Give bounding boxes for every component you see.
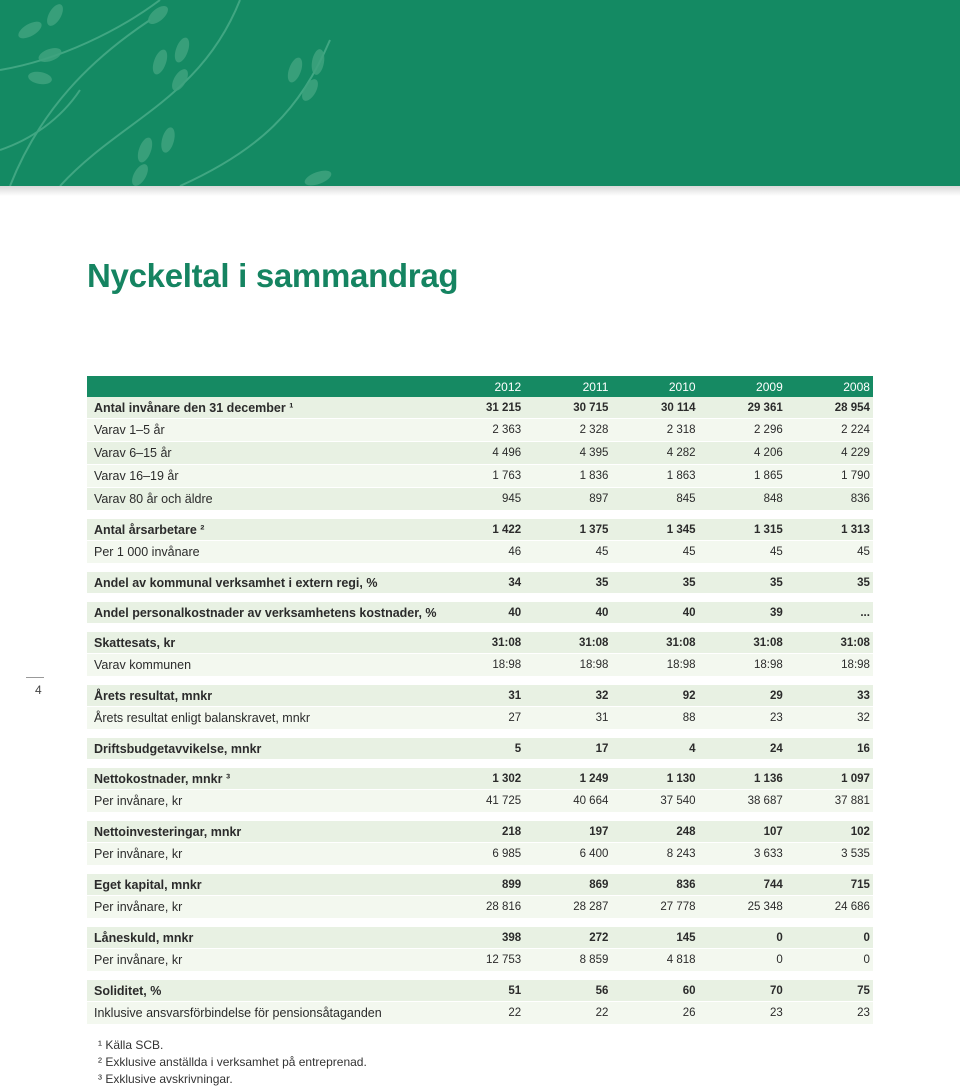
footnotes	[98, 1037, 367, 1088]
group-spacer	[87, 919, 873, 927]
value-cell: 107	[763, 825, 783, 838]
row-label: Låneskuld, mnkr	[94, 930, 194, 945]
table-row	[87, 1002, 873, 1024]
group-spacer	[87, 594, 873, 602]
value-cell: 4 206	[753, 447, 783, 459]
value-cell: 744	[763, 878, 783, 891]
row-label: Per invånare, kr	[94, 847, 183, 861]
value-cell: 845	[676, 493, 696, 505]
value-cell: 2 224	[841, 424, 870, 436]
value-cell: 32	[857, 712, 870, 724]
value-cell: 18:98	[753, 659, 783, 671]
value-cell: 30 715	[573, 401, 609, 414]
value-cell: 248	[676, 825, 696, 838]
value-cell: 37 881	[834, 795, 870, 807]
value-cell: 31:08	[840, 636, 870, 649]
row-label: Inklusive ansvarsförbindelse för pensionsåtaganden	[94, 1006, 382, 1020]
footnote: ³ Exklusive avskrivningar.	[98, 1072, 233, 1086]
group-spacer	[87, 972, 873, 980]
group-spacer	[87, 677, 873, 685]
value-cell: 1 863	[666, 470, 696, 482]
table-row	[87, 874, 873, 895]
value-cell: 35	[857, 576, 870, 589]
row-label: Andel personalkostnader av verksamhetens kostnader, %	[94, 605, 437, 620]
page-number-rule	[26, 677, 44, 678]
table-row	[87, 980, 873, 1001]
value-cell: 1 130	[666, 772, 696, 785]
value-cell: 26	[682, 1007, 696, 1019]
value-cell: 37 540	[660, 795, 696, 807]
value-cell: 945	[502, 493, 522, 505]
value-cell: 28 954	[834, 401, 870, 414]
row-label: Antal invånare den 31 december ¹	[94, 400, 294, 415]
row-label: Årets resultat enligt balanskravet, mnkr	[94, 711, 311, 725]
value-cell: 45	[857, 546, 870, 558]
row-label: Skattesats, kr	[94, 635, 176, 650]
year-header: 2008	[843, 379, 870, 394]
value-cell: 1 313	[841, 523, 870, 536]
value-cell: 218	[502, 825, 522, 838]
table-row	[87, 419, 873, 441]
value-cell: 23	[857, 1007, 870, 1019]
value-cell: 18:98	[492, 659, 522, 671]
value-cell: 40	[682, 606, 696, 619]
value-cell: 4	[689, 742, 696, 755]
value-cell: 41 725	[486, 795, 522, 807]
value-cell: 272	[589, 931, 609, 944]
page-title: Nyckeltal i sammandrag	[87, 257, 459, 294]
value-cell: 22	[595, 1007, 609, 1019]
value-cell: 35	[595, 576, 609, 589]
value-cell: ...	[860, 606, 870, 619]
row-label: Andel av kommunal verksamhet i extern regi, %	[94, 575, 378, 590]
value-cell: 8 243	[666, 848, 696, 860]
value-cell: 4 818	[666, 954, 696, 966]
row-label: Varav 6–15 år	[94, 446, 172, 460]
value-cell: 46	[508, 546, 522, 558]
group-spacer	[87, 760, 873, 768]
value-cell: 3 535	[841, 848, 870, 860]
row-label: Nettokostnader, mnkr ³	[94, 771, 231, 786]
value-cell: 869	[589, 878, 609, 891]
value-cell: 1 315	[753, 523, 783, 536]
footnote: ¹ Källa SCB.	[98, 1038, 164, 1052]
value-cell: 0	[863, 931, 870, 944]
page-number: 4	[35, 683, 42, 697]
value-cell: 836	[676, 878, 696, 891]
value-cell: 3 633	[753, 848, 783, 860]
value-cell: 38 687	[747, 795, 783, 807]
value-cell: 32	[595, 689, 609, 702]
value-cell: 2 328	[579, 424, 609, 436]
value-cell: 1 865	[753, 470, 783, 482]
table-row	[87, 949, 873, 971]
table-row	[87, 654, 873, 676]
table-row	[87, 896, 873, 918]
value-cell: 8 859	[579, 954, 609, 966]
row-label: Per invånare, kr	[94, 953, 183, 967]
table-row	[87, 927, 873, 948]
value-cell: 28 816	[486, 901, 522, 913]
value-cell: 35	[769, 576, 783, 589]
value-cell: 102	[850, 825, 870, 838]
value-cell: 70	[769, 984, 783, 997]
table-row	[87, 397, 873, 418]
value-cell: 31	[595, 712, 609, 724]
value-cell: 24 686	[834, 901, 870, 913]
value-cell: 4 395	[579, 447, 609, 459]
group-spacer	[87, 730, 873, 738]
value-cell: 35	[682, 576, 696, 589]
value-cell: 22	[508, 1007, 522, 1019]
value-cell: 1 136	[753, 772, 783, 785]
value-cell: 31:08	[578, 636, 609, 649]
row-label: Antal årsarbetare ²	[94, 522, 205, 537]
value-cell: 18:98	[841, 659, 870, 671]
table-row	[87, 768, 873, 789]
value-cell: 899	[502, 878, 522, 891]
row-label: Per 1 000 invånare	[94, 545, 200, 559]
value-cell: 16	[857, 742, 870, 755]
value-cell: 4 229	[841, 447, 870, 459]
year-header: 2012	[494, 379, 522, 394]
value-cell: 56	[595, 984, 609, 997]
value-cell: 34	[508, 576, 522, 589]
value-cell: 1 345	[666, 523, 696, 536]
row-label: Eget kapital, mnkr	[94, 877, 202, 892]
year-header: 2009	[756, 379, 783, 394]
footnote: ² Exklusive anställda i verksamhet på entreprenad.	[98, 1055, 367, 1069]
value-cell: 197	[589, 825, 609, 838]
value-cell: 2 296	[753, 424, 783, 436]
value-cell: 31:08	[753, 636, 783, 649]
table-row	[87, 790, 873, 812]
value-cell: 17	[595, 742, 609, 755]
value-cell: 1 763	[492, 470, 522, 482]
table-row	[87, 465, 873, 487]
value-cell: 145	[676, 931, 696, 944]
value-cell: 31:08	[666, 636, 696, 649]
row-label: Soliditet, %	[94, 983, 162, 998]
table-row	[87, 738, 873, 759]
table-row	[87, 821, 873, 842]
table-row	[87, 602, 873, 623]
value-cell: 848	[763, 493, 783, 505]
table-body	[87, 397, 873, 1024]
value-cell: 60	[682, 984, 696, 997]
value-cell: 88	[682, 712, 696, 724]
table-row	[87, 572, 873, 593]
row-label: Per invånare, kr	[94, 900, 183, 914]
value-cell: 29	[769, 689, 783, 702]
value-cell: 31	[508, 689, 522, 702]
value-cell: 25 348	[747, 901, 783, 913]
group-spacer	[87, 813, 873, 821]
table-row	[87, 685, 873, 706]
group-spacer	[87, 624, 873, 632]
value-cell: 1 836	[579, 470, 609, 482]
leaf-decoration	[0, 0, 960, 186]
value-cell: 0	[776, 954, 783, 966]
value-cell: 4 496	[492, 447, 522, 459]
table-row	[87, 632, 873, 653]
value-cell: 18:98	[579, 659, 609, 671]
value-cell: 0	[776, 931, 783, 944]
value-cell: 29 361	[747, 401, 783, 414]
row-label: Driftsbudgetavvikelse, mnkr	[94, 741, 262, 756]
value-cell: 31:08	[491, 636, 522, 649]
key-figures-table	[87, 376, 873, 1025]
year-header: 2010	[668, 379, 696, 394]
value-cell: 2 318	[666, 424, 696, 436]
value-cell: 0	[863, 954, 870, 966]
value-cell: 23	[769, 712, 783, 724]
value-cell: 12 753	[486, 954, 522, 966]
value-cell: 92	[682, 689, 696, 702]
value-cell: 1 375	[579, 523, 609, 536]
row-label: Nettoinvesteringar, mnkr	[94, 824, 242, 839]
value-cell: 45	[595, 546, 609, 558]
value-cell: 1 790	[841, 470, 870, 482]
value-cell: 27	[508, 712, 522, 724]
row-label: Varav 16–19 år	[94, 469, 179, 483]
row-label: Varav 1–5 år	[94, 423, 165, 437]
value-cell: 5	[514, 742, 522, 755]
table-header-row	[87, 376, 873, 397]
value-cell: 23	[769, 1007, 783, 1019]
row-label: Per invånare, kr	[94, 794, 183, 808]
table-row	[87, 442, 873, 464]
table-row	[87, 488, 873, 510]
group-spacer	[87, 511, 873, 519]
value-cell: 28 287	[573, 901, 609, 913]
value-cell: 6 985	[492, 848, 522, 860]
value-cell: 715	[850, 878, 870, 891]
value-cell: 1 422	[492, 523, 522, 536]
value-cell: 1 249	[579, 772, 609, 785]
group-spacer	[87, 866, 873, 874]
value-cell: 45	[682, 546, 696, 558]
value-cell: 18:98	[666, 659, 696, 671]
row-label: Varav 80 år och äldre	[94, 492, 213, 506]
value-cell: 33	[857, 689, 870, 702]
value-cell: 836	[850, 493, 870, 505]
year-header: 2011	[582, 379, 609, 394]
value-cell: 75	[857, 984, 870, 997]
value-cell: 40	[595, 606, 609, 619]
value-cell: 40	[508, 606, 522, 619]
table-row	[87, 519, 873, 540]
value-cell: 4 282	[666, 447, 696, 459]
table-row	[87, 707, 873, 729]
value-cell: 1 097	[841, 772, 870, 785]
value-cell: 31 215	[486, 401, 522, 414]
value-cell: 24	[769, 742, 783, 755]
value-cell: 30 114	[661, 401, 696, 414]
value-cell: 45	[769, 546, 783, 558]
value-cell: 897	[589, 493, 609, 505]
table-row	[87, 541, 873, 563]
value-cell: 40 664	[573, 795, 609, 807]
value-cell: 6 400	[579, 848, 609, 860]
value-cell: 27 778	[660, 901, 696, 913]
value-cell: 39	[769, 606, 783, 619]
value-cell: 51	[508, 984, 522, 997]
banner-shadow	[0, 186, 960, 196]
group-spacer	[87, 564, 873, 572]
table-row	[87, 843, 873, 865]
row-label: Årets resultat, mnkr	[94, 688, 213, 703]
value-cell: 1 302	[492, 772, 522, 785]
value-cell: 398	[502, 931, 522, 944]
value-cell: 2 363	[492, 424, 522, 436]
header-banner	[0, 0, 960, 186]
row-label: Varav kommunen	[94, 658, 192, 672]
